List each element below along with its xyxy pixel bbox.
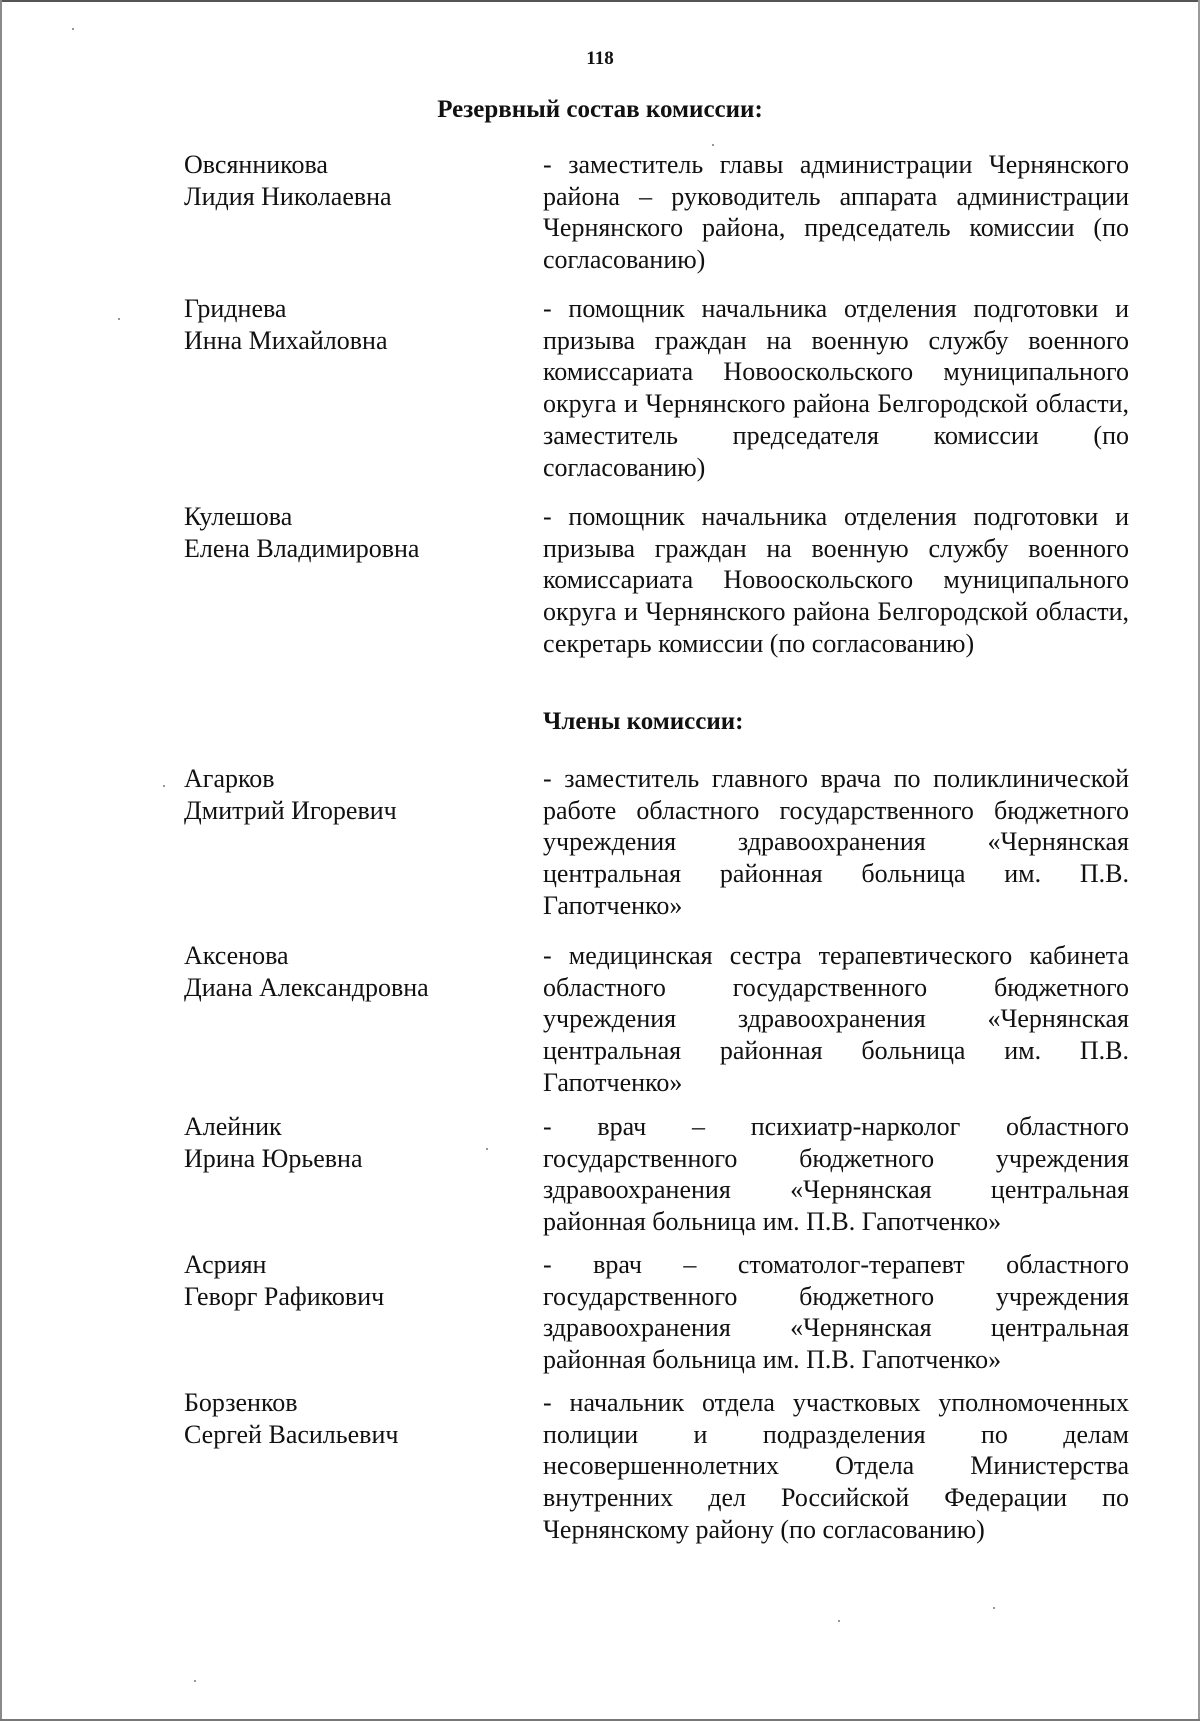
person-name [184, 1111, 524, 1175]
person-surname: Агарков [184, 764, 275, 793]
scan-speck [838, 1620, 840, 1622]
reserve-section-title: Резервный состав комиссии: [437, 96, 763, 123]
person-surname: Борзенков [184, 1388, 298, 1417]
scan-speck [194, 1680, 196, 1682]
person-role: - врач – стоматолог-терапевт областного государственного бюджетного учреждения здравоохранения «Чернянская центральная районная больница им. П.В. Гапотченко» [543, 1250, 1129, 1375]
person-name [184, 501, 524, 565]
person-given-names: Ирина Юрьевна [184, 1144, 363, 1173]
person-role: - помощник начальника отделения подготовки и призыва граждан на военную службу военного комиссариата Новооскольского муниципального округа и Чернянского района Белгородской области, секретарь комиссии (по согласованию) [543, 502, 1129, 658]
person-role: - начальник отдела участковых уполномоченных полиции и подразделения по делам несовершеннолетних Отдела Министерства внутренних дел Российской Федерации по Чернянскому району (по согласованию) [543, 1388, 1129, 1544]
person-name [184, 1249, 524, 1313]
person-given-names: Инна Михайловна [184, 326, 388, 355]
page-border-left [0, 0, 2, 1721]
person-name [184, 763, 524, 827]
scan-speck [118, 318, 120, 320]
person-surname: Аксенова [184, 941, 289, 970]
scan-speck [712, 144, 714, 146]
person-given-names: Сергей Васильевич [184, 1420, 399, 1449]
person-given-names: Геворг Рафикович [184, 1282, 385, 1311]
person-given-names: Елена Владимировна [184, 534, 420, 563]
scan-speck [993, 1607, 995, 1609]
scan-speck [163, 785, 165, 787]
person-role: - врач – психиатр-нарколог областного государственного бюджетного учреждения здравоохранения «Чернянская центральная районная больница им. П.В. Гапотченко» [543, 1112, 1129, 1237]
scan-speck [486, 1148, 488, 1150]
person-role: - заместитель главы администрации Чернянского района – руководитель аппарата администрации Чернянского района, председатель комиссии (по согласованию) [543, 150, 1129, 275]
person-surname: Кулешова [184, 502, 293, 531]
person-name [184, 940, 524, 1004]
person-surname: Овсянникова [184, 150, 328, 179]
person-name [184, 1387, 524, 1451]
members-section-title: Члены комиссии: [543, 708, 744, 735]
person-surname: Алейник [184, 1112, 282, 1141]
page-number: 118 [586, 48, 614, 69]
person-given-names: Диана Александровна [184, 973, 429, 1002]
scan-speck [72, 28, 74, 30]
person-name [184, 293, 524, 357]
person-given-names: Лидия Николаевна [184, 182, 392, 211]
person-surname: Гриднева [184, 294, 287, 323]
person-role: - заместитель главного врача по поликлинической работе областного государственного бюджетного учреждения здравоохранения «Чернянская центральная районная больница им. П.В. Гапотченко» [543, 764, 1129, 920]
person-surname: Асриян [184, 1250, 267, 1279]
page-border-top [0, 0, 1200, 2]
person-role: - медицинская сестра терапевтического кабинета областного государственного бюджетного учреждения здравоохранения «Чернянская центральная районная больница им. П.В. Гапотченко» [543, 941, 1129, 1097]
person-name [184, 149, 524, 213]
person-given-names: Дмитрий Игоревич [184, 796, 397, 825]
person-role: - помощник начальника отделения подготовки и призыва граждан на военную службу военного комиссариата Новооскольского муниципального округа и Чернянского района Белгородской области, заместитель председателя комиссии (по согласованию) [543, 294, 1129, 482]
